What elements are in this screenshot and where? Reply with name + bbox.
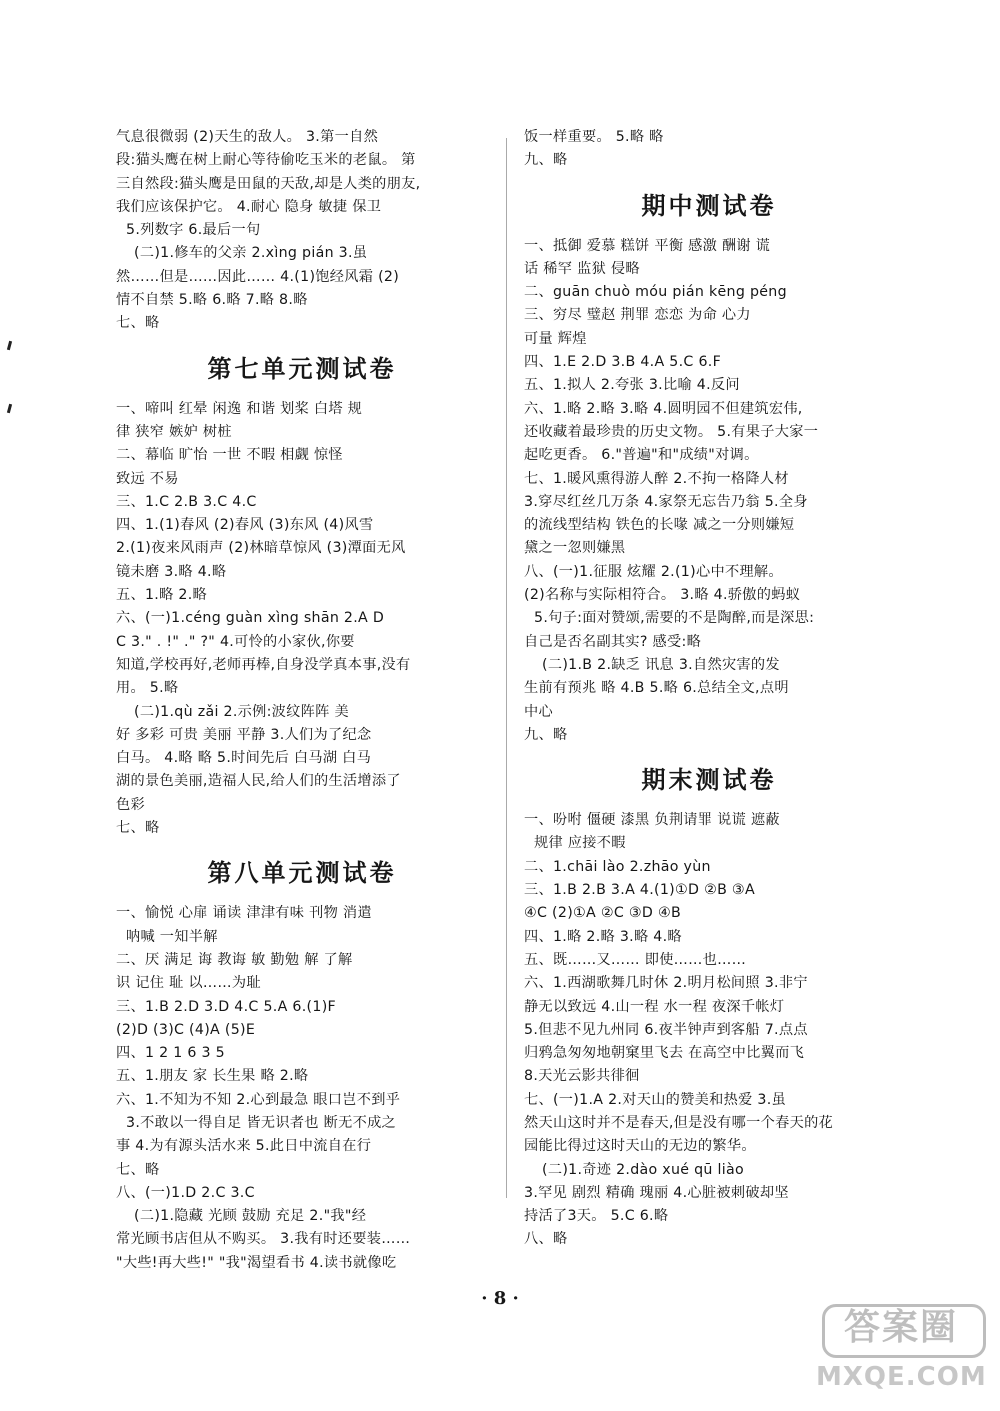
final-answers — [524, 809, 894, 1252]
left-top-block — [116, 126, 488, 336]
answer-line: 5.但悲不见九州同 6.夜半钟声到客船 7.点点 — [524, 1021, 808, 1038]
answer-line: 好 多彩 可贵 美丽 平静 3.人们为了纪念 — [116, 726, 372, 743]
unit7-answers — [116, 398, 488, 841]
answer-line: 饭一样重要。 5.略 略 — [524, 129, 664, 145]
answer-line: 常光顾书店但从不购买。 3.我有时还要装…… — [116, 1231, 411, 1248]
answer-line: 八、略 — [524, 1231, 568, 1248]
answer-line: 七、1.暖风熏得游人醉 2.不拘一格降人材 — [524, 470, 789, 487]
answer-line: 起吃更香。 6."普遍"和"成绩"对调。 — [524, 447, 759, 464]
answer-line: 二、厌 满足 诲 教诲 敏 勤勉 解 了解 — [116, 951, 353, 968]
answer-line: (二)1.B 2.缺乏 讯息 3.自然灾害的发 — [542, 656, 780, 673]
answer-line: (二)1.修车的父亲 2.xìng pián 3.虽 — [134, 245, 368, 262]
watermark-url: MXQE.COM — [816, 1362, 987, 1392]
answer-line: 生前有预兆 略 4.B 5.略 6.总结全文,点明 — [524, 680, 789, 697]
answer-line: 五、1.略 2.略 — [116, 587, 208, 604]
answer-line: 七、略 — [116, 315, 160, 332]
watermark-title: 答案圈 — [843, 1307, 958, 1348]
answer-line: 我们应该保护它。 4.耐心 隐身 敏捷 保卫 — [116, 198, 382, 215]
answer-line: (2)名称与实际相符合。 3.略 4.骄傲的蚂蚁 — [524, 587, 801, 604]
answer-line: 三、1.B 2.B 3.A 4.(1)①D ②B ③A — [524, 882, 755, 899]
answer-line: 六、(一)1.céng guàn xìng shān 2.A D — [116, 610, 385, 627]
answer-line: 律 狭窄 嫉妒 树桩 — [116, 423, 232, 440]
answer-line: 三自然段:猫头鹰是田鼠的天敌,却是人类的朋友, — [116, 175, 421, 192]
answer-line: (2)D (3)C (4)A (5)E — [116, 1021, 256, 1038]
answer-line: 静无以致远 4.山一程 水一程 夜深千帐灯 — [524, 998, 785, 1015]
answer-line: 六、1.略 2.略 3.略 4.圆明园不但建筑宏伟, — [524, 400, 803, 417]
midterm-answers — [524, 235, 894, 748]
answer-line: 呐喊 一知半解 — [126, 928, 218, 945]
final-title: 期末测试卷 — [641, 766, 777, 795]
answer-line: 自己是否名副其实? 感受:略 — [524, 633, 702, 650]
answer-line: "大些!再大些!" "我"渴望看书 4.读书就像吃 — [116, 1254, 397, 1271]
watermark-logo — [816, 1300, 986, 1405]
answer-line: 三、1.C 2.B 3.C 4.C — [116, 493, 257, 510]
answer-line: 五、1.朋友 家 长生果 略 2.略 — [116, 1068, 309, 1085]
answer-line: 然天山这时并不是春天,但是没有哪一个春天的花 — [524, 1114, 834, 1131]
answer-line: 2.(1)夜来风雨声 (2)林暗草惊风 (3)潭面无风 — [116, 540, 406, 557]
answer-line: 七、(一)1.A 2.对天山的赞美和热爱 3.虽 — [524, 1091, 787, 1108]
answer-line: 一、啼叫 红晕 闲逸 和谐 划桨 白塔 规 — [116, 400, 363, 417]
answer-line: 持活了3天。 5.C 6.略 — [524, 1208, 669, 1225]
answer-line: 湖的景色美丽,造福人民,给人们的生活增添了 — [116, 773, 401, 790]
answer-line: 四、1.(1)春风 (2)春风 (3)东风 (4)风雪 — [116, 517, 374, 534]
answer-line: 致远 不易 — [116, 470, 179, 487]
answer-line: 然……但是……因此…… 4.(1)饱经风霜 (2) — [116, 268, 400, 285]
answer-line: 事 4.为有源头活水来 5.此日中流自在行 — [116, 1138, 372, 1155]
margin-mark — [7, 404, 12, 413]
answer-line: 气息很微弱 (2)天生的敌人。 3.第一自然 — [116, 129, 379, 145]
unit8-answers — [116, 902, 488, 1275]
answer-line: 色彩 — [116, 796, 145, 813]
right-top-block — [524, 126, 894, 173]
answer-line: 话 稀罕 监狱 侵略 — [524, 260, 640, 277]
answer-line: 知道,学校再好,老师再棒,自身没学真本事,没有 — [116, 656, 411, 673]
answer-line: 3.罕见 剧烈 精确 瑰丽 4.心脏被刺破却坚 — [524, 1184, 789, 1201]
answer-line: (二)1.qù zǎi 2.示例:波纹阵阵 美 — [134, 703, 349, 720]
answer-line: 的流线型结构 铁色的长喙 减之一分则嫌短 — [524, 517, 795, 534]
answer-line: 3.穿尽红丝几万条 4.家祭无忘告乃翁 5.全身 — [524, 493, 808, 510]
answer-line: 镜未磨 3.略 4.略 — [116, 563, 227, 580]
answer-line: (二)1.奇迹 2.dào xué qū liào — [542, 1161, 744, 1178]
answer-line: 一、吩咐 僵硬 漆黑 负荆请罪 说谎 遮蔽 — [524, 812, 780, 829]
answer-line: 六、1.西湖歌舞几时休 2.明月松间照 3.非宁 — [524, 975, 808, 992]
answer-line: 三、1.B 2.D 3.D 4.C 5.A 6.(1)F — [116, 998, 336, 1015]
answer-line: 规律 应接不暇 — [534, 835, 626, 852]
answer-line: 中心 — [524, 703, 553, 720]
answer-line: 四、1 2 1 6 3 5 — [116, 1045, 225, 1062]
answer-line: 二、guān chuò móu pián kēng péng — [524, 284, 787, 301]
answer-line: 一、愉悦 心扉 诵读 津津有味 刊物 消遣 — [116, 905, 372, 922]
answer-line: 还收藏着最珍贵的历史文物。 5.有果子大家一 — [524, 423, 819, 440]
answer-line: 一、抵御 爱慕 糕饼 平衡 感激 酬谢 谎 — [524, 237, 771, 254]
right-column — [524, 126, 894, 1252]
unit8-title: 第八单元测试卷 — [207, 859, 397, 888]
midterm-title: 期中测试卷 — [641, 191, 777, 220]
answer-line: 5.句子:面对赞颂,需要的不是陶醉,而是深思: — [534, 610, 815, 627]
answer-line: 九、略 — [524, 726, 568, 743]
answer-line: 园能比得过这时天山的无边的繁华。 — [524, 1138, 756, 1155]
answer-line: 3.不敢以一得自足 皆无识者也 断无不成之 — [126, 1114, 397, 1131]
answer-line: 二、1.chāi lào 2.zhāo yùn — [524, 858, 711, 875]
answer-line: 九、略 — [524, 152, 568, 169]
answer-line: 四、1.略 2.略 3.略 4.略 — [524, 928, 682, 945]
answer-line: 三、穷尽 璧赵 荆罪 恋恋 为命 心力 — [524, 307, 751, 324]
answer-line: 四、1.E 2.D 3.B 4.A 5.C 6.F — [524, 354, 722, 371]
answer-line: 情不自禁 5.略 6.略 7.略 8.略 — [116, 292, 308, 309]
answer-line: 黛之一忽则嫌黑 — [524, 540, 626, 557]
answer-line: 六、1.不知为不知 2.心到最急 眼口岂不到乎 — [116, 1091, 401, 1108]
answer-line: 用。 5.略 — [116, 680, 179, 697]
left-column — [116, 126, 488, 1275]
answer-line: 归鸦急匆匆地朝窠里飞去 在高空中比翼而飞 — [524, 1045, 805, 1062]
answer-line: 七、略 — [116, 820, 160, 837]
answer-line: 5.列数字 6.最后一句 — [126, 222, 261, 239]
answer-line: 8.天光云影共徘徊 — [524, 1068, 640, 1085]
answer-line: C 3." . !" ." ?" 4.可怜的小家伙,你要 — [116, 633, 355, 650]
answer-line: 八、(一)1.征服 炫耀 2.(1)心中不理解。 — [524, 563, 783, 580]
unit7-title: 第七单元测试卷 — [207, 354, 397, 383]
answer-line: 白马。 4.略 略 5.时间先后 白马湖 白马 — [116, 750, 372, 767]
answer-line: 段:猫头鹰在树上耐心等待偷吃玉米的老鼠。 第 — [116, 152, 416, 169]
answer-line: 七、略 — [116, 1161, 160, 1178]
answer-line: 识 记住 耻 以……为耻 — [116, 975, 261, 992]
answer-line: 五、1.拟人 2.夸张 3.比喻 4.反问 — [524, 377, 740, 394]
answer-line: 五、既……又…… 即使……也…… — [524, 951, 747, 968]
page-number: · 8 · — [481, 1288, 519, 1309]
margin-mark — [7, 341, 12, 350]
answer-line: 二、幕临 旷怡 一世 不暇 相觑 惊怪 — [116, 447, 343, 464]
answer-line: 八、(一)1.D 2.C 3.C — [116, 1184, 255, 1201]
answer-line: 可量 辉煌 — [524, 330, 587, 347]
answer-line: ④C (2)①A ②C ③D ④B — [524, 905, 682, 922]
column-divider — [506, 138, 507, 1198]
answer-line: (二)1.隐藏 光顾 鼓励 充足 2."我"经 — [134, 1208, 367, 1225]
